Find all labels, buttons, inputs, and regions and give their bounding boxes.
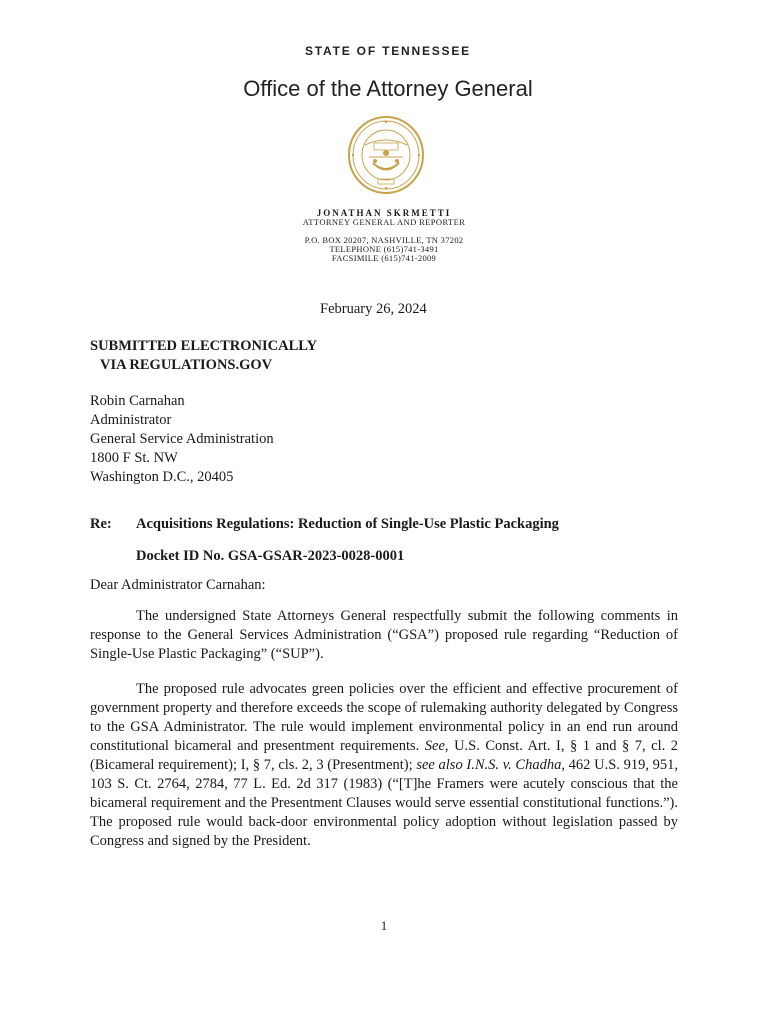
paragraph-2-text-1: The proposed rule advocates green policies over the efficient and effective procurement of government property and therefore exceeds the scope of rulemaking authority delegated by Congress to the GSA Administrator. The rule would implement environmental policy in an end run around constitutional bicameral and presentment requirements.: [90, 681, 678, 754]
citation-signal-see-also: see also: [416, 757, 463, 773]
re-subject: Acquisitions Regulations: Reduction of Single-Use Plastic Packaging: [136, 516, 559, 532]
paragraph-2: [90, 680, 678, 851]
office-telephone: TELEPHONE (615)741-3491: [329, 244, 439, 254]
letterhead-state: STATE OF TENNESSEE: [305, 44, 471, 58]
recipient-block: [90, 392, 274, 487]
submission-note: [90, 337, 317, 375]
case-name: I.N.S. v. Chadha: [466, 757, 562, 773]
docket-id: Docket ID No. GSA-GSAR-2023-0028-0001: [136, 548, 405, 564]
office-facsimile: FACSIMILE (615)741-2009: [331, 253, 437, 263]
recipient-street: 1800 F St. NW: [90, 450, 178, 466]
re-label: Re:: [90, 516, 112, 532]
recipient-name: Robin Carnahan: [90, 393, 185, 409]
attorney-general-title: ATTORNEY GENERAL AND REPORTER: [302, 217, 466, 227]
office-address: P.O. BOX 20207, NASHVILLE, TN 37202: [304, 235, 464, 245]
submission-line-2: VIA REGULATIONS.GOV: [100, 357, 273, 373]
letterhead-office: Office of the Attorney General: [243, 76, 533, 101]
citation-signal-see: See: [424, 738, 445, 754]
letter-date: February 26, 2024: [320, 301, 427, 317]
paragraph-1: The undersigned State Attorneys General respectfully submit the following comments in response to the General Services Administration (“GSA”) proposed rule regarding “Reduction of Single-Use Plastic Packaging” (“SUP”).: [90, 608, 678, 662]
tennessee-state-seal-icon: [347, 115, 425, 195]
attorney-general-name: JONATHAN SKRMETTI: [316, 208, 452, 218]
paragraph-2-text-3: , 462 U.S. 919, 951, 103 S. Ct. 2764, 2784, 77 L. Ed. 2d 317 (1983) (“[T]he Framers were acutely conscious that the bicameral requirement and the Presentment Clauses would serve essential constitutional functions.”). The proposed rule would back-door environmental policy adoption without legislation passed by Congress and signed by the President.: [90, 757, 679, 849]
recipient-organization: General Service Administration: [90, 431, 274, 447]
submission-line-1: SUBMITTED ELECTRONICALLY: [90, 338, 318, 354]
paragraph-2-text-2: , U.S. Const. Art. I, § 1 and § 7, cl. 2 (Bicameral requirement); I, § 7, cls. 2, 3 (Presentment);: [90, 738, 678, 773]
page-number: 1: [380, 918, 388, 933]
recipient-city: Washington D.C., 20405: [90, 469, 234, 485]
salutation: Dear Administrator Carnahan:: [90, 577, 266, 593]
recipient-title: Administrator: [90, 412, 172, 428]
